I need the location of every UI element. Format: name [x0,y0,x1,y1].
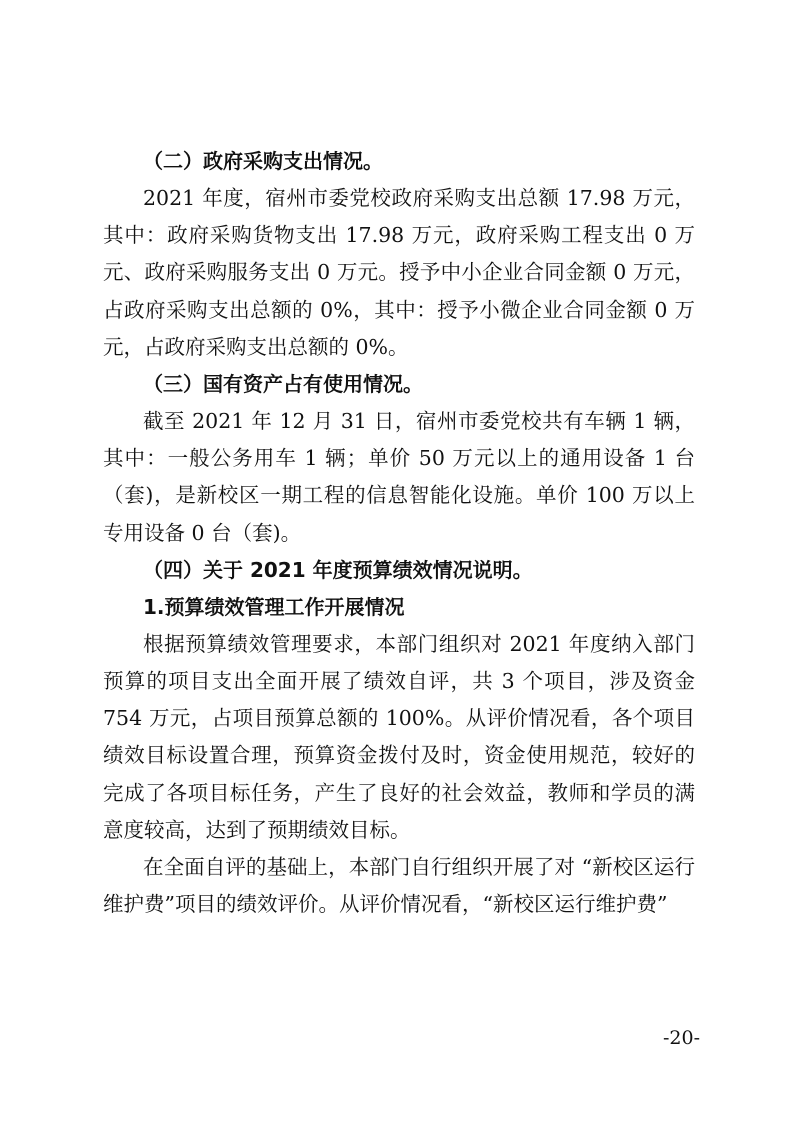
paragraph-project-evaluation: 在全面自评的基础上，本部门自行组织开展了对 “新校区运行维护费”项目的绩效评价。从评价情况看，“新校区运行维护费” [103,855,695,917]
heading-budget-performance: （四）关于 2021 年度预算绩效情况说明。 [143,557,533,582]
paragraph-government-procurement: 2021 年度，宿州市委党校政府采购支出总额 17.98 万元，其中：政府采购货物支出 17.98 万元，政府采购工程支出 0 万元、政府采购服务支出 0 万元。授予中小企业合同金额 0 万元，占政府采购支出总额的 0%，其中：授予小微企业合同金额 0 万元，占政府采购支出总额的 0%。 [103,186,695,359]
paragraph-state-assets: 截至 2021 年 12 月 31 日，宿州市委党校共有车辆 1 辆，其中：一般公务用车 1 辆；单价 50 万元以上的通用设备 1 台（套)，是新校区一期工程的信息智能化设施。单价 100 万以上专用设备 0 台（套)。 [103,409,695,545]
paragraph-self-evaluation: 根据预算绩效管理要求，本部门组织对 2021 年度纳入部门预算的项目支出全面开展了绩效自评，共 3 个项目，涉及资金 754 万元，占项目预算总额的 100%。从评价情况看，各个项目绩效目标设置合理，预算资金拨付及时，资金使用规范，较好的完成了各项目标任务，产生了良好的社会效益，教师和学员的满意度较高，达到了预期绩效目标。 [103,631,695,842]
heading-state-assets: （三）国有资产占有使用情况。 [143,372,423,397]
heading-government-procurement: （二）政府采购支出情况。 [143,149,383,173]
page-number: -20- [662,1027,700,1049]
heading-performance-management: 1.预算绩效管理工作开展情况 [143,594,405,619]
document-body [103,143,695,923]
